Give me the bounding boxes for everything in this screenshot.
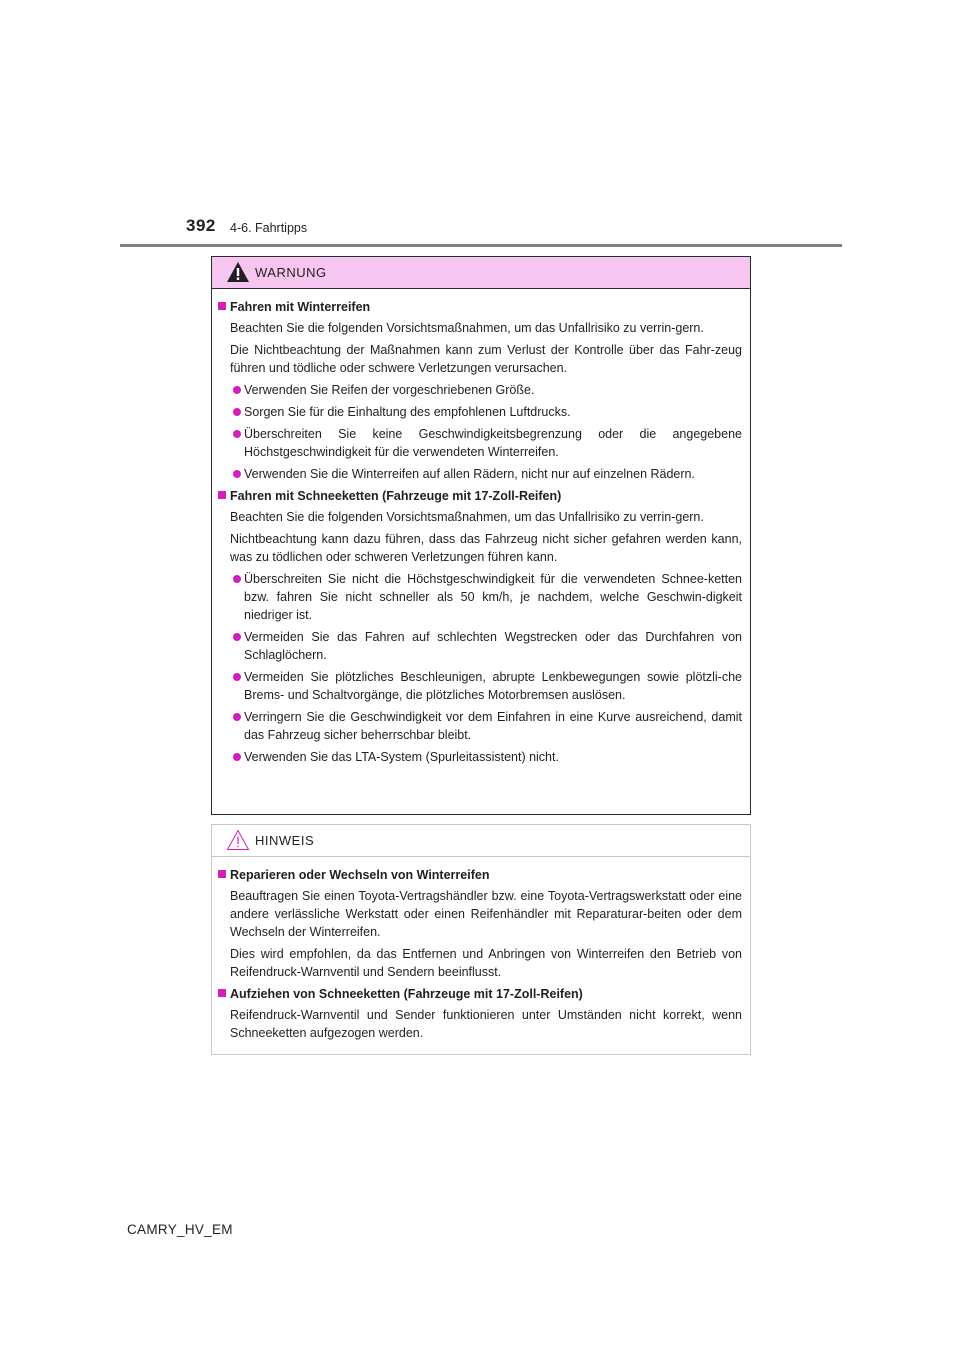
header-rule bbox=[120, 244, 842, 247]
square-bullet-icon bbox=[218, 491, 226, 499]
bullet-item: Vermeiden Sie das Fahren auf schlechten Wegstrecken oder das Durchfahren von Schlaglöchern. bbox=[218, 628, 742, 664]
paragraph: Die Nichtbeachtung der Maßnahmen kann zum Verlust der Kontrolle über das Fahr-zeug führen und tödliche oder schwere Verletzungen verursachen. bbox=[230, 343, 742, 375]
round-bullet-icon bbox=[233, 430, 241, 438]
warning-section-title: Fahren mit Schneeketten (Fahrzeuge mit 17-Zoll-Reifen) bbox=[218, 487, 742, 505]
round-bullet-icon bbox=[233, 673, 241, 681]
square-bullet-icon bbox=[218, 302, 226, 310]
round-bullet-icon bbox=[233, 408, 241, 416]
round-bullet-icon bbox=[233, 753, 241, 761]
note-section-title: Reparieren oder Wechseln von Winterreifen bbox=[218, 866, 742, 884]
warning-triangle-icon bbox=[226, 261, 250, 283]
bullet-item: Überschreiten Sie nicht die Höchstgeschwindigkeit für die verwendeten Schnee-ketten bzw. fahren Sie nicht schneller als 50 km/h, je nachdem, welche Geschwin-digkeit niedriger ist. bbox=[218, 570, 742, 624]
paragraph: Dies wird empfohlen, da das Entfernen und Anbringen von Winterreifen den Betrieb von Reifendruck-Warnventil und Sendern beeinflusst. bbox=[230, 947, 742, 979]
note-box bbox=[211, 824, 751, 1055]
bullet-item: Vermeiden Sie plötzliches Beschleunigen, abrupte Lenkbewegungen sowie plötzli-che Brems- und Schaltvorgänge, die plötzliches Motorbremsen auslösen. bbox=[218, 668, 742, 704]
round-bullet-icon bbox=[233, 575, 241, 583]
note-section-title: Aufziehen von Schneeketten (Fahrzeuge mit 17-Zoll-Reifen) bbox=[218, 985, 742, 1003]
warning-body bbox=[212, 289, 750, 766]
bullet-item: Überschreiten Sie keine Geschwindigkeitsbegrenzung oder die angegebene Höchstgeschwindigkeit für die verwendeten Winterreifen. bbox=[218, 425, 742, 461]
bullet-item: Verwenden Sie die Winterreifen auf allen Rädern, nicht nur auf einzelnen Rädern. bbox=[218, 465, 742, 483]
round-bullet-icon bbox=[233, 633, 241, 641]
note-header bbox=[212, 825, 750, 857]
bullet-item: Verringern Sie die Geschwindigkeit vor dem Einfahren in eine Kurve ausreichend, damit das Fahrzeug sicher beherrschbar bleibt. bbox=[218, 708, 742, 744]
round-bullet-icon bbox=[233, 713, 241, 721]
warning-box bbox=[211, 256, 751, 815]
paragraph: Nichtbeachtung kann dazu führen, dass das Fahrzeug nicht sicher gefahren werden kann, was zu tödlichen oder schweren Verletzungen führen kann. bbox=[230, 532, 742, 564]
round-bullet-icon bbox=[233, 470, 241, 478]
caution-triangle-icon bbox=[226, 829, 250, 851]
bullet-item: Verwenden Sie das LTA-System (Spurleitassistent) nicht. bbox=[218, 748, 742, 766]
paragraph: Beachten Sie die folgenden Vorsichtsmaßnahmen, um das Unfallrisiko zu verrin-gern. bbox=[230, 510, 704, 524]
model-code: CAMRY_HV_EM bbox=[127, 1222, 233, 1237]
note-body bbox=[212, 857, 750, 1042]
paragraph: Beauftragen Sie einen Toyota-Vertragshändler bzw. eine Toyota-Vertragswerkstatt oder eine andere verlässliche Werkstatt oder einen Reifenhändler mit Reparaturar-beiten oder dem Wechseln der Winterreifen. bbox=[230, 889, 742, 939]
round-bullet-icon bbox=[233, 386, 241, 394]
bullet-item: Verwenden Sie Reifen der vorgeschriebenen Größe. bbox=[218, 381, 742, 399]
paragraph: Beachten Sie die folgenden Vorsichtsmaßnahmen, um das Unfallrisiko zu verrin-gern. bbox=[230, 321, 704, 335]
warning-header bbox=[212, 257, 750, 289]
warning-section-title: Fahren mit Winterreifen bbox=[218, 298, 742, 316]
square-bullet-icon bbox=[218, 870, 226, 878]
square-bullet-icon bbox=[218, 989, 226, 997]
page-number: 392 bbox=[186, 216, 216, 235]
section-title: 4-6. Fahrtipps bbox=[230, 221, 308, 235]
paragraph: Reifendruck-Warnventil und Sender funktionieren unter Umständen nicht korrekt, wenn Schneeketten aufgezogen werden. bbox=[230, 1008, 742, 1040]
warning-label: WARNUNG bbox=[255, 265, 327, 280]
bullet-item: Sorgen Sie für die Einhaltung des empfohlenen Luftdrucks. bbox=[218, 403, 742, 421]
note-label: HINWEIS bbox=[255, 833, 315, 848]
